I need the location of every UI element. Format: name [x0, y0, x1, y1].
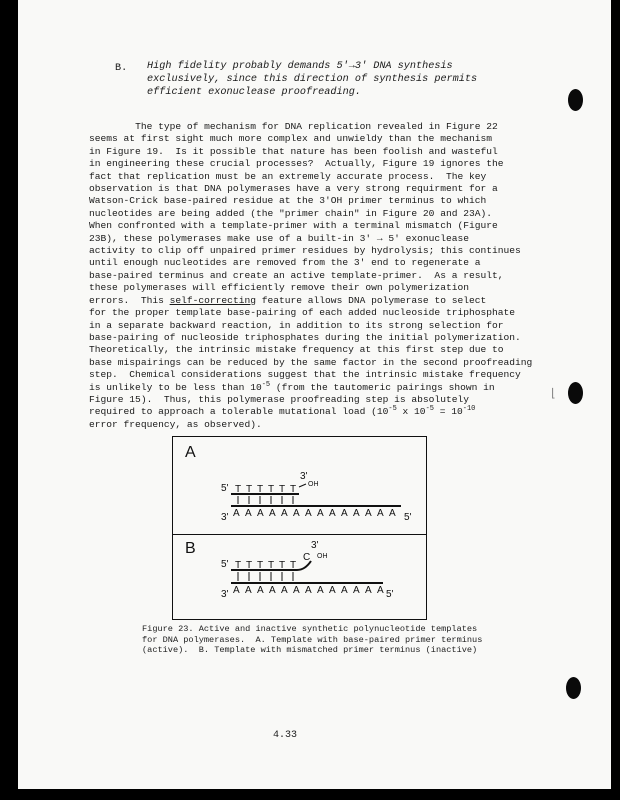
text-line: seems at first sight much more complex and unwieldy than the mechanism [89, 133, 493, 145]
template-base: A [329, 585, 336, 596]
primer-base: T [290, 560, 297, 571]
template-5prime-label: 5' [404, 512, 412, 523]
base-pair-bonds [238, 572, 293, 581]
template-base: A [365, 508, 372, 519]
template-base: A [269, 508, 276, 519]
text-line: base-pairing of nucleoside triphosphates during the initial polymerization. [89, 331, 521, 343]
template-base: A [269, 585, 276, 596]
terminus-label: 3' [311, 540, 319, 551]
text-line: error frequency, as observed). [89, 418, 262, 430]
template-base: A [341, 508, 348, 519]
text-line: these polymerases will efficiently remove their own polymerization [89, 282, 469, 294]
template-base: A [377, 508, 384, 519]
template-bases [233, 508, 396, 519]
template-base: A [365, 585, 372, 596]
text-line: observation is that DNA polymerases have a very strong requirment for a [89, 183, 498, 195]
text-line: for the proper template base-pairing of each added nucleoside triphosphate [89, 307, 516, 319]
punch-hole [568, 89, 583, 111]
text-line: Theoretically, the intrinsic mistake frequency at this first step due to [89, 344, 504, 356]
text-line: in engineering these crucial processes? Actually, Figure 19 ignores the [89, 158, 504, 170]
template-3prime-label: 3' [221, 512, 229, 523]
figure-box [172, 436, 427, 620]
text-line: 23B), these polymerases make use of a built-in 3' → 5' exonuclease [89, 232, 469, 244]
figure-caption [142, 624, 502, 656]
text-line: in Figure 19. Is it possible that nature has been foolish and wasteful [89, 145, 498, 157]
punch-hole [566, 677, 581, 699]
oh-bond [299, 484, 306, 487]
template-base: A [233, 508, 240, 519]
primer-base: T [268, 560, 275, 571]
template-base: A [257, 585, 264, 596]
text-line: required to approach a tolerable mutational load ($10^{-5}$ x $10^{-5} = 10^{-10}$ [89, 405, 476, 418]
text-line: nucleotides are being added (the "primer chain" in Figure 20 and 23A). [89, 207, 493, 219]
primer-base: T [235, 484, 242, 495]
pencil-mark: ⌊ [551, 386, 556, 400]
caption-line: (active). B. Template with mismatched primer terminus (inactive) [142, 645, 478, 656]
body-paragraph [89, 121, 541, 431]
template-base: A [377, 585, 384, 596]
primer-base: T [257, 560, 264, 571]
template-base: A [353, 508, 360, 519]
oh-label: OH [317, 553, 328, 560]
template-base: A [293, 508, 300, 519]
text-line: base-paired terminus and create an active template-primer. As a result, [89, 269, 504, 281]
primer-base: T [268, 484, 275, 495]
template-base: A [341, 585, 348, 596]
text-line: The type of mechanism for DNA replication revealed in Figure 22 [135, 121, 498, 132]
primer-5prime-label: 5' [221, 559, 229, 570]
primer-base: T [246, 484, 253, 495]
punch-hole [568, 382, 583, 404]
underlined-term: self-correcting [169, 294, 256, 306]
text-line: fact that replication must be an extremely accurate process. The key [89, 170, 487, 182]
text-line: activity to clip off unpaired primer residues by hydrolysis; this continues [89, 245, 521, 257]
template-base: A [257, 508, 264, 519]
template-base: A [281, 508, 288, 519]
template-base: A [353, 585, 360, 596]
template-base: A [317, 508, 324, 519]
template-base: A [305, 508, 312, 519]
template-base: A [389, 508, 396, 519]
oh-label: OH [308, 481, 319, 488]
page-number: 4.33 [273, 730, 298, 741]
text-line: step. Chemical considerations suggest that the intrinsic mistake frequency [89, 369, 521, 381]
text-line: Watson-Crick base-paired residue at the 3'OH primer terminus to which [89, 195, 487, 207]
panel-b-label: B [185, 540, 196, 557]
terminus-label: 3' [300, 471, 308, 482]
caption-line: Figure 23. Active and inactive synthetic polynucleotide templates [142, 624, 478, 634]
text-line: base mispairings can be reduced by the same factor in the second proofreading [89, 356, 533, 368]
template-diagram [173, 437, 428, 621]
template-base: A [305, 585, 312, 596]
template-base: A [293, 585, 300, 596]
section-heading: High fidelity probably demands 5'→3' DNA synthesis exclusively, since this direction of synthesis permits efficient exonuclease proofreading. [147, 61, 478, 98]
primer-base: T [257, 484, 264, 495]
primer-base: T [290, 484, 297, 495]
template-5prime-label: 5' [386, 589, 394, 600]
template-base: A [233, 585, 240, 596]
document-page [18, 0, 611, 789]
template-3prime-label: 3' [221, 589, 229, 600]
base-pair-bonds [238, 496, 293, 504]
panel-a-label: A [185, 444, 196, 461]
caption-line: for DNA polymerases. A. Template with base-paired primer terminus [142, 634, 483, 645]
text-line: until enough nucleotides are removed from the 3' end to regenerate a [89, 257, 481, 269]
template-base: A [317, 585, 324, 596]
template-bases [233, 585, 384, 596]
primer-base: T [279, 560, 286, 571]
primer-base: T [235, 560, 242, 571]
template-base: A [281, 585, 288, 596]
primer-base: T [246, 560, 253, 571]
section-letter: B. [115, 63, 128, 74]
text-line: errors. This self-correcting feature allows DNA polymerase to select [89, 294, 487, 306]
primer-5prime-label: 5' [221, 483, 229, 494]
text-line: Figure 15). Thus, this polymerase proofreading step is absolutely [89, 393, 469, 405]
text-line: When confronted with a template-primer with a terminal mismatch (Figure [89, 220, 498, 232]
text-line: is unlikely to be less than $10^{-5}$ (from the tautomeric pairings shown in [89, 380, 495, 393]
text-line: in a separate backward reaction, in addition to its strong selection for [89, 319, 504, 331]
template-base: A [245, 508, 252, 519]
mismatch-base: C [303, 552, 311, 563]
template-base: A [245, 585, 252, 596]
primer-base: T [279, 484, 286, 495]
template-base: A [329, 508, 336, 519]
